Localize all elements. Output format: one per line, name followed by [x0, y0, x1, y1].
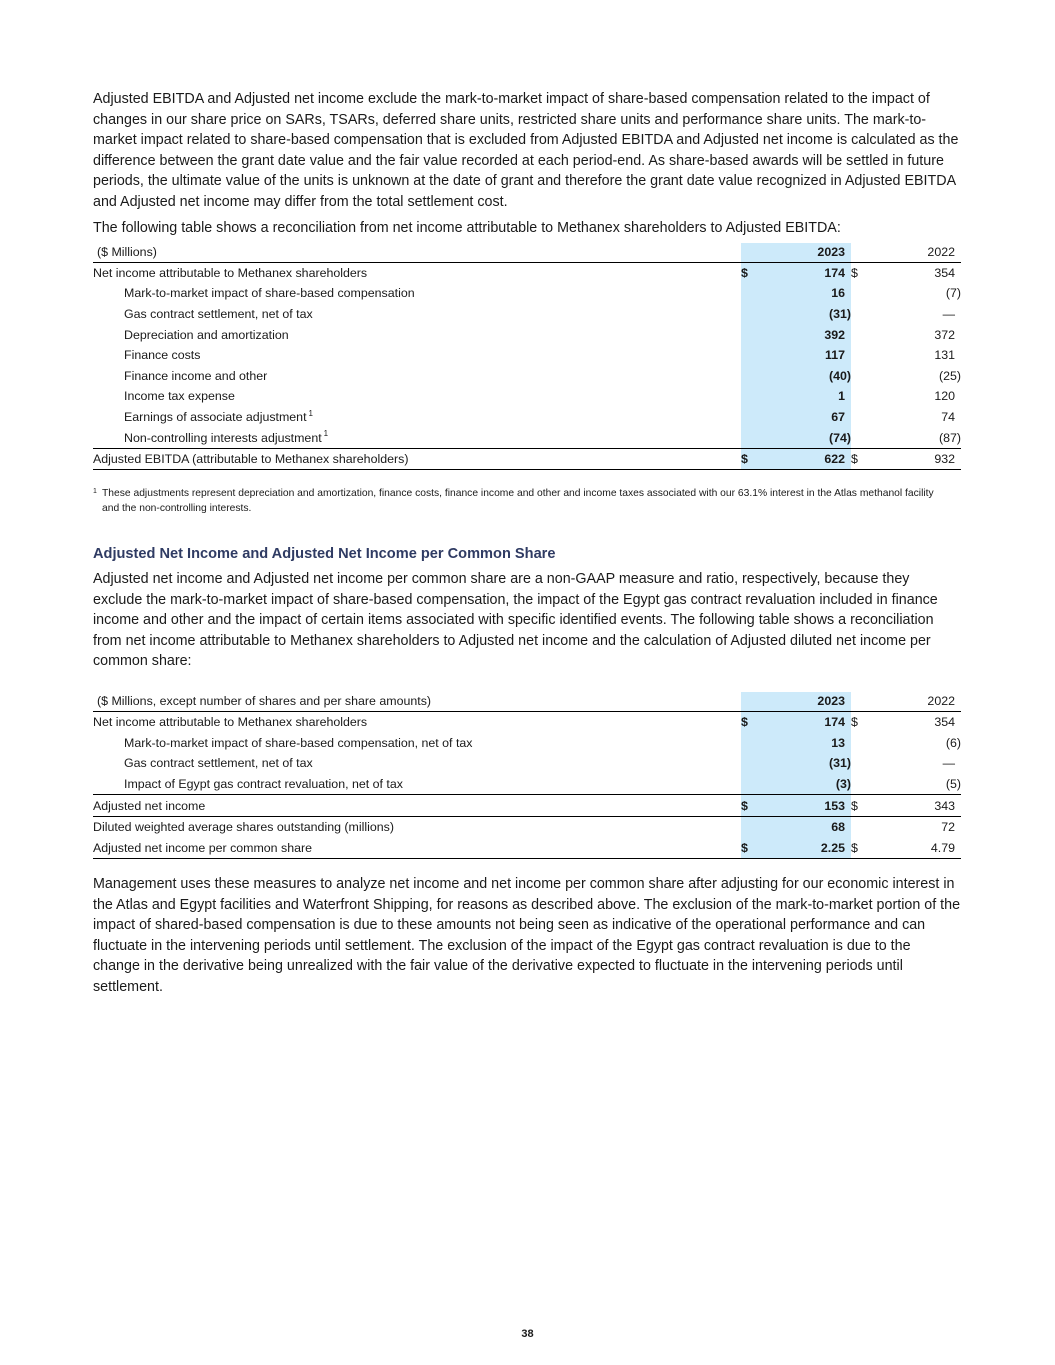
table-row	[93, 365, 961, 386]
row-label	[93, 407, 741, 428]
row-label: Impact of Egypt gas contract revaluation, net of tax	[124, 777, 403, 792]
row-label: Mark-to-market impact of share-based compensation, net of tax	[124, 735, 473, 750]
row-label: Adjusted net income	[93, 795, 741, 817]
value-2022: 932	[871, 448, 961, 470]
column-header-label: ($ Millions)	[93, 243, 741, 263]
table-row	[93, 816, 961, 837]
row-label: Adjusted EBITDA (attributable to Methanex shareholders)	[93, 448, 741, 470]
row-label: Diluted weighted average shares outstanding (millions)	[93, 816, 741, 837]
table-total-row	[93, 448, 961, 470]
currency-symbol: $	[851, 448, 871, 470]
row-label: Net income attributable to Methanex shareholders	[93, 715, 368, 730]
value-2023: 2.25	[761, 838, 851, 859]
column-header-2022: 2022	[871, 243, 961, 263]
document-page	[93, 89, 961, 997]
footnote-reference: 1	[323, 429, 329, 439]
value-2023: (40)	[761, 365, 851, 386]
value-2022: 120	[934, 389, 955, 404]
row-label: Mark-to-market impact of share-based compensation	[124, 286, 415, 301]
value-2023: (31)	[761, 753, 851, 774]
value-2022: (7)	[945, 286, 961, 301]
value-2023: 622	[761, 448, 851, 470]
row-label: Gas contract settlement, net of tax	[124, 756, 313, 771]
value-2022: 131	[934, 348, 955, 363]
section-heading: Adjusted Net Income and Adjusted Net Income per Common Share	[93, 546, 556, 563]
page-number: 38	[521, 1328, 534, 1340]
table-row	[93, 324, 961, 345]
table-row	[93, 304, 961, 325]
value-2022: 354	[934, 715, 955, 730]
row-label: Adjusted net income per common share	[93, 838, 741, 859]
value-2023: (3)	[761, 774, 851, 795]
row-label: Finance income and other	[124, 368, 268, 383]
value-2023: 67	[761, 407, 851, 428]
value-2022: (25)	[938, 368, 961, 383]
value-2023: 68	[761, 816, 851, 837]
value-2023: 13	[761, 733, 851, 754]
value-2023: 16	[761, 283, 851, 304]
table-row	[93, 774, 961, 795]
value-2022: 354	[934, 265, 955, 280]
row-label: Finance costs	[124, 348, 201, 363]
currency-symbol: $	[851, 795, 871, 817]
currency-symbol: $	[851, 838, 871, 859]
table-row	[93, 711, 961, 732]
column-header-2022: 2022	[871, 692, 961, 712]
table-header-row	[93, 243, 961, 263]
column-header-2023: 2023	[761, 243, 851, 263]
value-2022: 74	[941, 409, 955, 424]
currency-symbol: $	[741, 448, 761, 470]
value-2022: (87)	[938, 430, 961, 445]
intro-paragraph-2: The following table shows a reconciliation from net income attributable to Methanex shareholders to Adjusted EBITDA:	[93, 220, 841, 236]
footnote-mark: 1	[93, 488, 97, 496]
table-row	[93, 407, 961, 428]
row-label: Income tax expense	[124, 389, 235, 404]
value-2023: 117	[761, 345, 851, 366]
currency-symbol: $	[741, 795, 761, 817]
closing-paragraph: Management uses these measures to analyze net income and net income per common share after adjusting for our economic interest in the Atlas and Egypt facilities and Waterfront Shipping, for reasons as described above. The exclusion of the mark-to-market portion of the impact of shared-based compensation is due to these amounts not being seen as indicative of the operational performance and can fluctuate in the intervening periods until settlement. The exclusion of the impact of the Egypt gas contract revaluation is due to the change in the derivative being unrealized with the fair value of the derivative expected to fluctuate in the intervening periods until settlement.	[93, 876, 961, 995]
value-2022: 4.79	[871, 838, 961, 859]
row-label: Gas contract settlement, net of tax	[124, 306, 313, 321]
table-header-row	[93, 692, 961, 712]
section-paragraph: Adjusted net income and Adjusted net income per common share are a non-GAAP measure and ratio, respectively, because they exclude the mark-to-market impact of share-based compensation, the impact of the Egypt gas contract revaluation included in finance income and other and the impact of certain items associated with specific identified events. The following table shows a reconciliation from net income attributable to Methanex shareholders to Adjusted net income and the calculation of Adjusted diluted net income per common share:	[93, 571, 938, 670]
currency-symbol: $	[851, 265, 858, 280]
value-2022: 372	[934, 327, 955, 342]
value-2022: —	[942, 306, 955, 321]
currency-symbol: $	[851, 715, 858, 730]
table-subtotal-row	[93, 795, 961, 817]
table-row	[93, 386, 961, 407]
table-row	[93, 262, 961, 283]
table-row	[93, 283, 961, 304]
value-2023: 174	[761, 262, 851, 283]
row-label-text: Non-controlling interests adjustment	[124, 430, 322, 445]
currency-symbol: $	[741, 262, 761, 283]
row-label: Depreciation and amortization	[124, 327, 289, 342]
value-2023: 1	[761, 386, 851, 407]
value-2023: 153	[761, 795, 851, 817]
footnote-text: These adjustments represent depreciation and amortization, finance costs, finance income and other and income taxes associated with our 63.1% interest in the Atlas methanol facility and the non-controlling interests.	[102, 488, 934, 515]
table-row	[93, 427, 961, 448]
column-header-2023: 2023	[761, 692, 851, 712]
value-2022: (6)	[945, 735, 961, 750]
table-row	[93, 838, 961, 859]
value-2023: 392	[761, 324, 851, 345]
footnote-reference: 1	[308, 408, 313, 418]
currency-symbol: $	[741, 838, 761, 859]
value-2023: (74)	[761, 427, 851, 448]
currency-symbol: $	[741, 711, 761, 732]
value-2022: —	[942, 756, 955, 771]
row-label: Net income attributable to Methanex shareholders	[93, 265, 368, 280]
footnote	[93, 486, 961, 516]
value-2023: (31)	[761, 304, 851, 325]
table-row	[93, 753, 961, 774]
value-2023: 174	[761, 711, 851, 732]
adjusted-net-income-table	[93, 692, 961, 859]
table-row	[93, 345, 961, 366]
column-header-label: ($ Millions, except number of shares and per share amounts)	[93, 692, 741, 712]
value-2022: 72	[871, 816, 961, 837]
intro-paragraph-1: Adjusted EBITDA and Adjusted net income exclude the mark-to-market impact of share-based compensation related to the impact of changes in our share price on SARs, TSARs, deferred share units, restricted share units and performance share units. The mark-to-market impact related to share-based compensation that is excluded from Adjusted EBITDA and Adjusted net income is calculated as the difference between the grant date value and the fair value recorded at each period-end. As share-based awards will be settled in future periods, the ultimate value of the units is unknown at the date of grant and therefore the grant date value recognized in Adjusted EBITDA and Adjusted net income may differ from the total settlement cost.	[93, 91, 959, 210]
value-2022: 343	[871, 795, 961, 817]
value-2022: (5)	[945, 777, 961, 792]
row-label	[93, 427, 741, 448]
adjusted-ebitda-table	[93, 243, 961, 471]
table-row	[93, 733, 961, 754]
row-label-text: Earnings of associate adjustment	[124, 409, 307, 424]
